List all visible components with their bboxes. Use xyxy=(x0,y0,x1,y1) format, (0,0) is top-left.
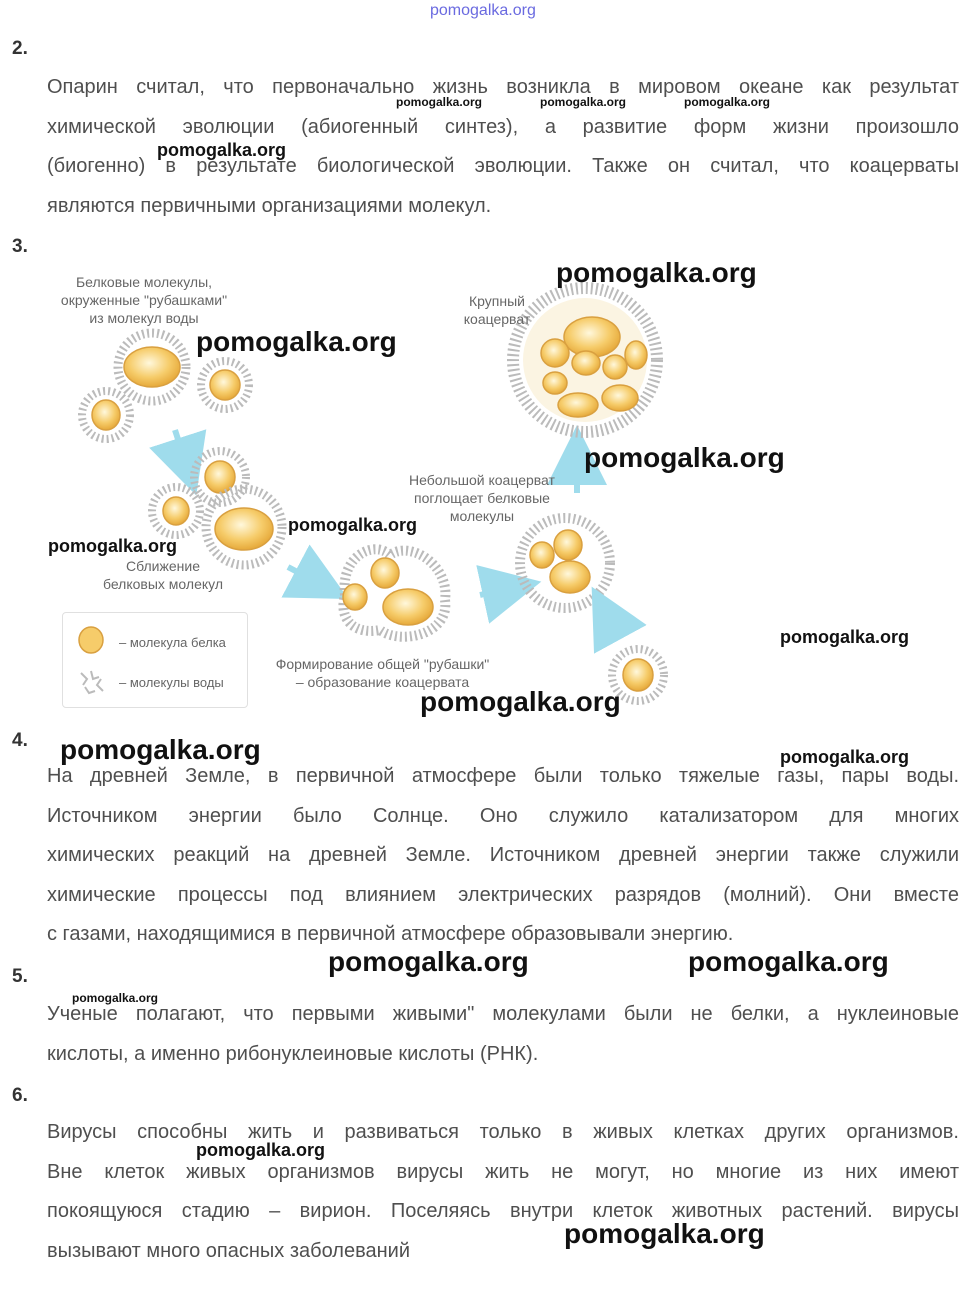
legend-water: – молекулы воды xyxy=(119,675,224,690)
watermark: pomogalka.org xyxy=(780,627,910,647)
watermark: pomogalka.org xyxy=(556,257,757,288)
label-small-coacervate: Небольшой коацерват поглощает белковые молекулы xyxy=(409,472,555,524)
label-proteins: Белковые молекулы, окруженные "рубашками" из молекул воды xyxy=(60,274,228,326)
watermark: pomogalka.org xyxy=(157,140,287,160)
diagram-legend xyxy=(62,612,248,708)
protein-with-water-shell xyxy=(82,391,130,439)
protein-with-water-shell xyxy=(194,451,246,503)
protein-with-water-shell xyxy=(201,361,249,409)
label-approach: Сближение белковых молекул xyxy=(102,558,223,592)
watermark: pomogalka.org xyxy=(684,95,771,109)
section-number-2: 2. xyxy=(12,38,28,59)
arrow-icon xyxy=(175,430,187,467)
watermark: pomogalka.org xyxy=(420,686,621,717)
text-line: Источником энергии было Солнце. Оно служило катализатором для многих xyxy=(47,804,959,827)
section-number-6: 6. xyxy=(12,1085,28,1106)
water-molecules-icon xyxy=(75,667,111,699)
label-large-coacervate: Крупный коацерват xyxy=(463,293,531,327)
watermark: pomogalka.org xyxy=(288,515,418,535)
protein-icon xyxy=(75,625,107,655)
section-5-paragraph xyxy=(47,995,959,1074)
text-line: кислоты, а именно рибонуклеиновые кислоты (РНК). xyxy=(47,1042,539,1065)
text-line: Ученые полагают, что первыми живыми" молекулами были не белки, а нуклеиновые xyxy=(47,1003,959,1025)
watermark: pomogalka.org xyxy=(328,946,529,977)
text-line: химической эволюции (абиогенный синтез), а развитие форм жизни произошло xyxy=(47,115,959,138)
text-line: Вирусы способны жить и развиваться только в живых клетках других организмов. xyxy=(47,1121,959,1143)
text-line: На древней Земле, в первичной атмосфере были только тяжелые газы, пары воды. xyxy=(47,765,959,787)
arrow-icon xyxy=(288,567,322,585)
text-line: химические процессы под влиянием электрических разрядов (молний). Они вместе xyxy=(47,883,959,906)
text-line: покоящуюся стадию – вирион. Поселяясь внутри клеток животных растений. вирусы xyxy=(47,1200,959,1222)
section-number-3: 3. xyxy=(12,236,28,257)
text-line: являются первичными организациями молекул. xyxy=(47,194,492,217)
watermark: pomogalka.org xyxy=(688,946,889,977)
watermark: pomogalka.org xyxy=(196,326,397,357)
watermark: pomogalka.org xyxy=(396,95,483,109)
watermark: pomogalka.org xyxy=(196,1140,326,1160)
protein-with-water-shell xyxy=(152,487,200,535)
section-4-paragraph xyxy=(47,757,959,955)
protein-with-water-shell xyxy=(206,489,282,565)
section-number-5: 5. xyxy=(12,966,28,987)
watermark: pomogalka.org xyxy=(48,536,178,556)
watermark: pomogalka.org xyxy=(780,747,910,767)
section-6-paragraph xyxy=(47,1113,959,1271)
text-line: Опарин считал, что первоначально жизнь возникла в мировом океане как результат xyxy=(47,76,959,98)
watermark: pomogalka.org xyxy=(72,991,159,1005)
text-line: химических реакций на древней Земле. Источником древней энергии также служили xyxy=(47,844,959,866)
section-number-4: 4. xyxy=(12,730,28,751)
text-line: (биогенно) в результате биологической эволюции. Также он считал, что коацерваты xyxy=(47,155,959,177)
protein-with-water-shell xyxy=(118,333,186,401)
legend-protein: – молекула белка xyxy=(119,635,226,650)
watermark: pomogalka.org xyxy=(60,734,261,765)
small-coacervate xyxy=(520,518,610,608)
label-forming: Формирование общей "рубашки" – образование коацервата xyxy=(275,656,490,690)
text-line: с газами, находящимися в первичной атмосфере образовывали энергию. xyxy=(47,923,734,945)
text-line: Вне клеток живых организмов вирусы жить не могут, но многие из них имеют xyxy=(47,1160,959,1183)
forming-coacervate xyxy=(343,549,445,636)
watermark: pomogalka.org xyxy=(540,95,627,109)
watermark: pomogalka.org xyxy=(564,1218,765,1249)
arrow-icon xyxy=(606,613,618,635)
header-watermark[interactable]: pomogalka.org xyxy=(430,2,536,19)
watermark: pomogalka.org xyxy=(584,442,785,473)
arrow-icon xyxy=(480,588,512,595)
text-line: вызывают много опасных заболеваний xyxy=(47,1239,410,1262)
